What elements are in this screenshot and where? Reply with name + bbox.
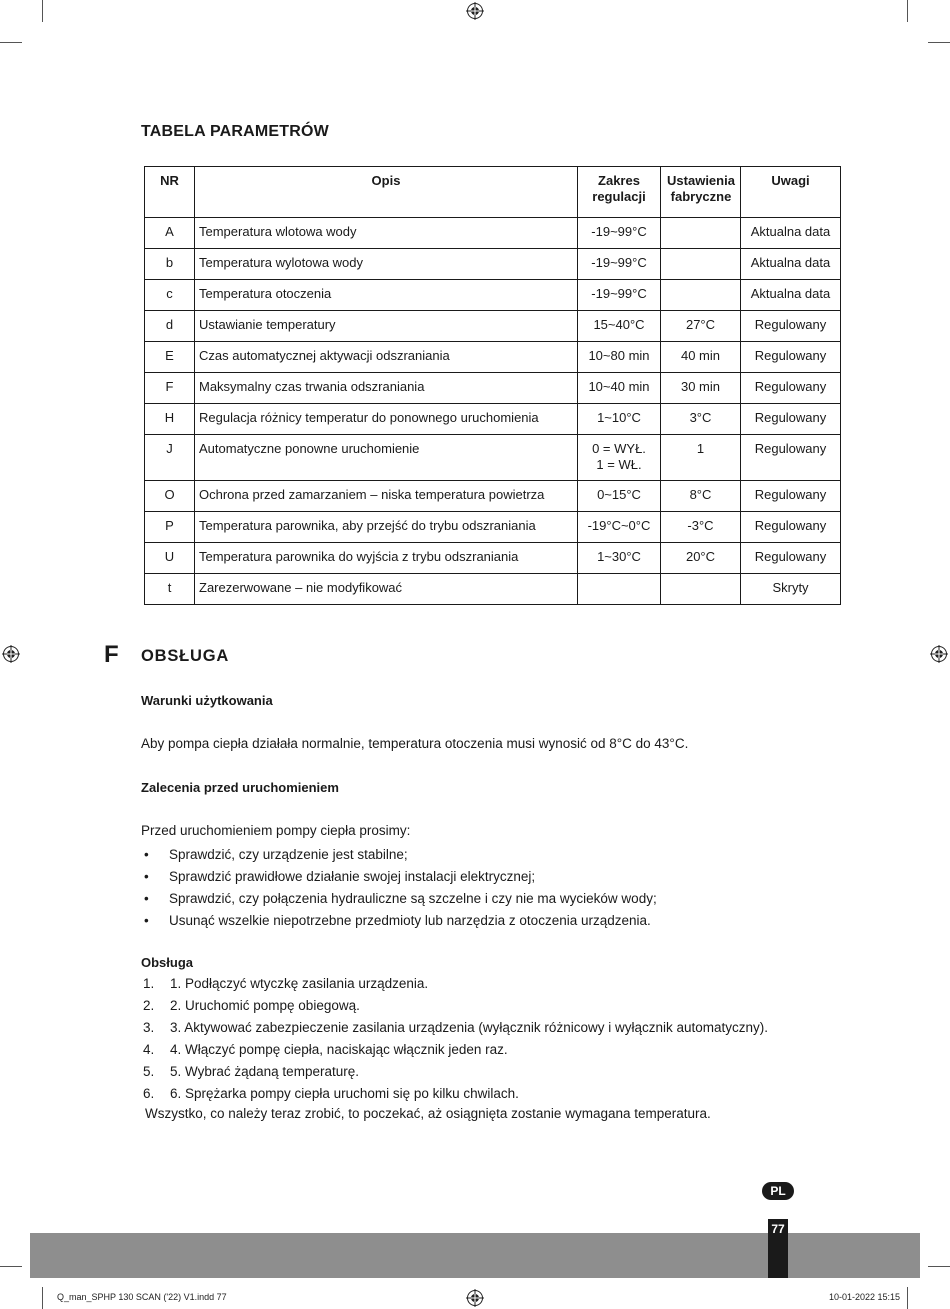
list-item xyxy=(141,973,768,995)
cell-nr: E xyxy=(145,342,195,373)
cell-nr: O xyxy=(145,481,195,512)
cell-uwagi: Aktualna data xyxy=(741,218,841,249)
table-row xyxy=(145,342,841,373)
table-row xyxy=(145,373,841,404)
crop-mark xyxy=(907,1287,908,1309)
table-row xyxy=(145,512,841,543)
cell-nr: t xyxy=(145,574,195,605)
list-item xyxy=(141,1039,768,1061)
cell-zakres: -19°C~0°C xyxy=(578,512,661,543)
step-number: 1. xyxy=(143,976,155,991)
cell-zakres xyxy=(578,574,661,605)
cell-zakres: 10~80 min xyxy=(578,342,661,373)
step-number: 6. xyxy=(143,1086,155,1101)
crop-mark xyxy=(42,0,43,22)
zalecenia-intro: Przed uruchomieniem pompy ciepła prosimy: xyxy=(141,823,411,838)
cell-fabryczne: 8°C xyxy=(661,481,741,512)
crop-mark xyxy=(0,42,22,43)
cell-uwagi: Regulowany xyxy=(741,543,841,574)
slug-date: 10-01-2022 15:15 xyxy=(829,1292,901,1302)
bullet-icon: • xyxy=(144,869,149,884)
bullet-icon: • xyxy=(144,913,149,928)
crop-mark xyxy=(0,1266,22,1267)
cell-uwagi: Regulowany xyxy=(741,512,841,543)
crop-mark xyxy=(928,42,950,43)
step-number: 4. xyxy=(143,1042,155,1057)
cell-nr: A xyxy=(145,218,195,249)
step-number: 2. xyxy=(143,998,155,1013)
cell-fabryczne: 40 min xyxy=(661,342,741,373)
list-item-text: Usunąć wszelkie niepotrzebne przedmioty lub narzędzia z otoczenia urządzenia. xyxy=(169,913,651,928)
cell-opis: Regulacja różnicy temperatur do ponownego uruchomienia xyxy=(195,404,578,435)
step-text: 6. Sprężarka pompy ciepła uruchomi się po kilku chwilach. xyxy=(170,1086,519,1101)
table-row xyxy=(145,280,841,311)
column-header-fabryczne: Ustawienia fabryczne xyxy=(661,167,741,218)
list-item xyxy=(141,888,657,910)
cell-fabryczne xyxy=(661,249,741,280)
cell-uwagi: Aktualna data xyxy=(741,249,841,280)
cell-opis: Temperatura parownika do wyjścia z trybu odszraniania xyxy=(195,543,578,574)
warunki-heading: Warunki użytkowania xyxy=(141,693,273,708)
cell-fabryczne xyxy=(661,218,741,249)
list-item-text: Sprawdzić prawidłowe działanie swojej instalacji elektrycznej; xyxy=(169,869,536,884)
cell-nr: P xyxy=(145,512,195,543)
cell-uwagi: Regulowany xyxy=(741,435,841,481)
cell-opis: Temperatura wylotowa wody xyxy=(195,249,578,280)
column-header-nr: NR xyxy=(145,167,195,218)
registration-mark-icon xyxy=(930,645,948,663)
cell-uwagi: Regulowany xyxy=(741,481,841,512)
bullet-icon: • xyxy=(144,891,149,906)
zalecenia-list xyxy=(141,844,657,932)
slug-file-info: Q_man_SPHP 130 SCAN ('22) V1.indd 77 xyxy=(57,1292,227,1302)
obsluga-heading: Obsługa xyxy=(141,955,194,970)
column-header-uwagi: Uwagi xyxy=(741,167,841,218)
section-title: OBSŁUGA xyxy=(141,647,230,665)
list-item-text: Sprawdzić, czy urządzenie jest stabilne; xyxy=(169,847,408,862)
crop-mark xyxy=(907,0,908,22)
table-row xyxy=(145,543,841,574)
registration-mark-icon xyxy=(2,645,20,663)
cell-zakres: 15~40°C xyxy=(578,311,661,342)
step-text: 1. Podłączyć wtyczkę zasilania urządzenia. xyxy=(170,976,429,991)
step-text: 5. Wybrać żądaną temperaturę. xyxy=(170,1064,359,1079)
table-header-row xyxy=(145,167,841,218)
cell-zakres: 10~40 min xyxy=(578,373,661,404)
step-text: 4. Włączyć pompę ciepła, naciskając włącznik jeden raz. xyxy=(170,1042,508,1057)
cell-uwagi: Regulowany xyxy=(741,404,841,435)
cell-uwagi: Regulowany xyxy=(741,373,841,404)
table-row xyxy=(145,249,841,280)
cell-opis: Temperatura wlotowa wody xyxy=(195,218,578,249)
language-badge: PL xyxy=(762,1182,794,1200)
registration-mark-icon xyxy=(466,1289,484,1307)
crop-mark xyxy=(928,1266,950,1267)
cell-opis: Temperatura otoczenia xyxy=(195,280,578,311)
registration-mark-icon xyxy=(466,2,484,20)
cell-fabryczne: 27°C xyxy=(661,311,741,342)
cell-nr: J xyxy=(145,435,195,481)
cell-nr: b xyxy=(145,249,195,280)
cell-uwagi: Skryty xyxy=(741,574,841,605)
cell-nr: d xyxy=(145,311,195,342)
cell-nr: U xyxy=(145,543,195,574)
table-row xyxy=(145,435,841,481)
page-number: 77 xyxy=(768,1219,788,1278)
cell-fabryczne xyxy=(661,280,741,311)
bullet-icon: • xyxy=(144,847,149,862)
cell-uwagi: Regulowany xyxy=(741,342,841,373)
list-item xyxy=(141,995,768,1017)
table-row xyxy=(145,404,841,435)
zalecenia-heading: Zalecenia przed uruchomieniem xyxy=(141,780,339,795)
list-item-text: Sprawdzić, czy połączenia hydrauliczne są szczelne i czy nie ma wycieków wody; xyxy=(169,891,657,906)
list-item xyxy=(141,1017,768,1039)
cell-fabryczne: 1 xyxy=(661,435,741,481)
list-item xyxy=(141,1083,768,1105)
list-item xyxy=(141,1061,768,1083)
cell-fabryczne: 3°C xyxy=(661,404,741,435)
list-item xyxy=(141,866,657,888)
cell-nr: F xyxy=(145,373,195,404)
section-letter: F xyxy=(104,641,119,668)
table-row xyxy=(145,218,841,249)
list-item xyxy=(141,910,657,932)
table-row xyxy=(145,311,841,342)
crop-mark xyxy=(42,1287,43,1309)
cell-uwagi: Aktualna data xyxy=(741,280,841,311)
cell-uwagi: Regulowany xyxy=(741,311,841,342)
cell-opis: Maksymalny czas trwania odszraniania xyxy=(195,373,578,404)
step-text: 2. Uruchomić pompę obiegową. xyxy=(170,998,360,1013)
cell-zakres: 1~30°C xyxy=(578,543,661,574)
cell-opis: Ochrona przed zamarzaniem – niska temperatura powietrza xyxy=(195,481,578,512)
table-title: TABELA PARAMETRÓW xyxy=(141,123,329,140)
column-header-opis: Opis xyxy=(195,167,578,218)
step-text: 3. Aktywować zabezpieczenie zasilania urządzenia (wyłącznik różnicowy i wyłącznik automatyczny). xyxy=(170,1020,769,1035)
cell-zakres: -19~99°C xyxy=(578,249,661,280)
column-header-zakres: Zakres regulacji xyxy=(578,167,661,218)
cell-opis: Ustawianie temperatury xyxy=(195,311,578,342)
step-number: 5. xyxy=(143,1064,155,1079)
cell-nr: c xyxy=(145,280,195,311)
cell-opis: Czas automatycznej aktywacji odszraniania xyxy=(195,342,578,373)
step-number: 3. xyxy=(143,1020,155,1035)
cell-zakres: 0~15°C xyxy=(578,481,661,512)
table-row xyxy=(145,574,841,605)
cell-fabryczne: -3°C xyxy=(661,512,741,543)
cell-nr: H xyxy=(145,404,195,435)
cell-zakres: -19~99°C xyxy=(578,218,661,249)
cell-zakres: 1~10°C xyxy=(578,404,661,435)
list-item xyxy=(141,844,657,866)
cell-opis: Automatyczne ponowne uruchomienie xyxy=(195,435,578,481)
cell-fabryczne: 20°C xyxy=(661,543,741,574)
cell-zakres: -19~99°C xyxy=(578,280,661,311)
warunki-text: Aby pompa ciepła działała normalnie, temperatura otoczenia musi wynosić od 8°C do 43°C. xyxy=(141,736,689,751)
cell-fabryczne xyxy=(661,574,741,605)
cell-opis: Temperatura parownika, aby przejść do trybu odszraniania xyxy=(195,512,578,543)
cell-opis: Zarezerwowane – nie modyfikować xyxy=(195,574,578,605)
closing-text: Wszystko, co należy teraz zrobić, to poczekać, aż osiągnięta zostanie wymagana temperatura. xyxy=(145,1106,711,1121)
cell-zakres: 0 = WYŁ. 1 = WŁ. xyxy=(578,435,661,481)
parameters-table xyxy=(144,166,841,605)
cell-fabryczne: 30 min xyxy=(661,373,741,404)
obsluga-steps xyxy=(141,973,768,1105)
table-row xyxy=(145,481,841,512)
